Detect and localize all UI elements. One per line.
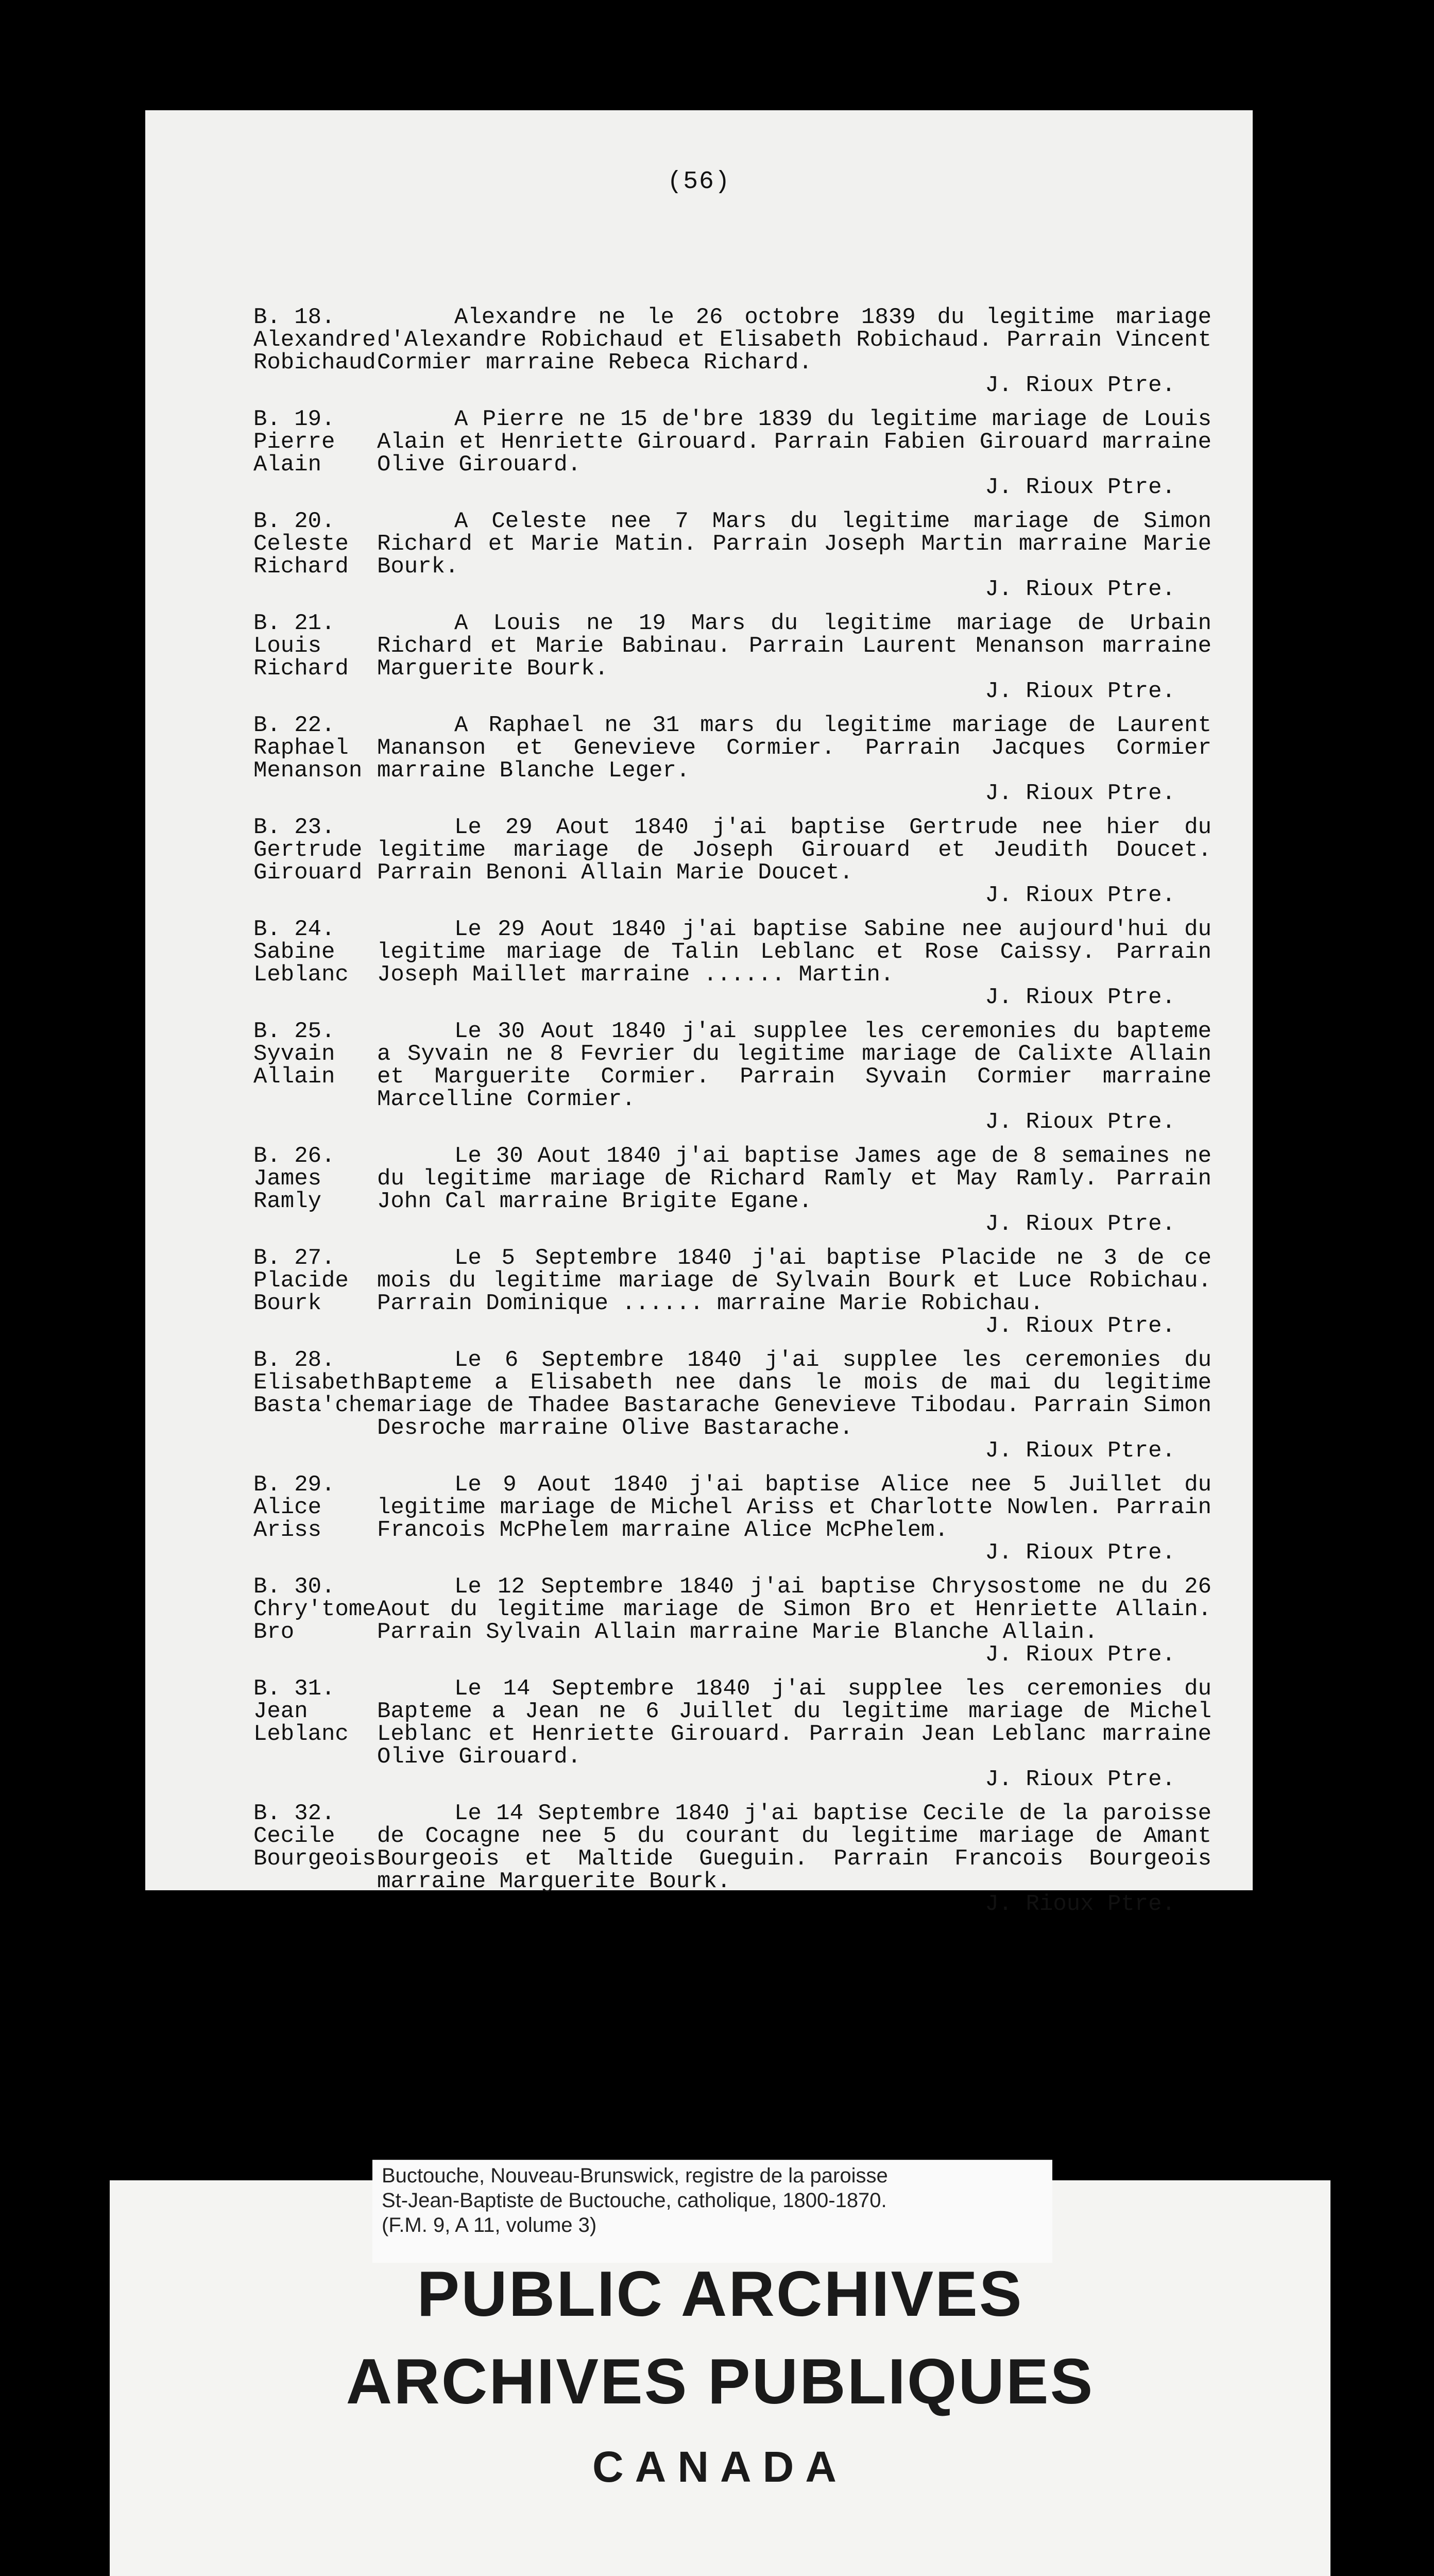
entry-body <box>377 1802 1211 1916</box>
entry-code: B. 19. <box>253 406 335 432</box>
entry-name-line: Louis <box>253 633 322 659</box>
entry-margin <box>253 1247 377 1337</box>
entry-body <box>377 1575 1211 1666</box>
entry-code: B. 22. <box>253 713 335 738</box>
priest-signature: J. Rioux Ptre. <box>985 1438 1175 1464</box>
entry-body <box>377 1677 1211 1791</box>
entry-body <box>377 816 1211 907</box>
archive-title-english: PUBLIC ARCHIVES <box>417 2259 1023 2330</box>
entry-text: Le 5 Septembre 1840 j'ai baptise Placide ne 3 de ce mois du legitime mariage de Sylvain Bourk et Luce Robichau. Parrain Dominique ...... marraine Marie Robichau. <box>377 1245 1211 1316</box>
archive-title-french: ARCHIVES PUBLIQUES <box>346 2346 1095 2417</box>
baptism-entry <box>253 1802 1211 1916</box>
entry-text: Le 29 Aout 1840 j'ai baptise Sabine nee aujourd'hui du legitime mariage de Talin Leblanc et Rose Caissy. Parrain Joseph Maillet marraine ...... Martin. <box>377 917 1211 988</box>
entry-text: Le 9 Aout 1840 j'ai baptise Alice nee 5 Juillet du legitime mariage de Michel Ariss et Charlotte Nowlen. Parrain Francois McPhelem marraine Alice McPhelem. <box>377 1472 1211 1543</box>
priest-signature: J. Rioux Ptre. <box>985 985 1175 1010</box>
entry-code: B. 21. <box>253 611 335 636</box>
entry-name-line: Elisabeth <box>253 1370 376 1396</box>
entry-margin <box>253 816 377 907</box>
entry-name-line: Alain <box>253 452 322 478</box>
entry-name-line: Robichaud <box>253 350 376 376</box>
entry-name-line: Celeste <box>253 531 349 557</box>
entry-name-line: James <box>253 1166 322 1192</box>
entry-name-line: Cecile <box>253 1823 335 1849</box>
entry-code: B. 25. <box>253 1019 335 1044</box>
entry-text: A Louis ne 19 Mars du legitime mariage de Urbain Richard et Marie Babinau. Parrain Laurent Menanson marraine Marguerite Bourk. <box>377 611 1211 682</box>
entry-body <box>377 1349 1211 1462</box>
priest-signature: J. Rioux Ptre. <box>985 1767 1175 1792</box>
entry-code: B. 27. <box>253 1245 335 1271</box>
entry-code: B. 29. <box>253 1472 335 1498</box>
label-line: (F.M. 9, A 11, volume 3) <box>382 2214 597 2236</box>
register-page <box>145 110 1253 1917</box>
priest-signature: J. Rioux Ptre. <box>985 1211 1175 1237</box>
entry-name-line: Jean <box>253 1699 308 1724</box>
entry-body <box>377 918 1211 1009</box>
priest-signature: J. Rioux Ptre. <box>985 1109 1175 1135</box>
entry-margin <box>253 1575 377 1666</box>
entry-code: B. 30. <box>253 1574 335 1600</box>
priest-signature: J. Rioux Ptre. <box>985 883 1175 908</box>
entry-name-line: Gertrude <box>253 837 363 863</box>
priest-signature: J. Rioux Ptre. <box>985 1540 1175 1566</box>
entry-code: B. 24. <box>253 917 335 942</box>
entry-name-line: Allain <box>253 1064 335 1090</box>
entry-name-line: Syvain <box>253 1041 335 1067</box>
entry-name-line: Ramly <box>253 1189 322 1214</box>
entry-body <box>377 1473 1211 1564</box>
entry-body <box>377 510 1211 601</box>
entry-margin <box>253 714 377 805</box>
label-line: St-Jean-Baptiste de Buctouche, catholique, 1800-1870. <box>382 2189 887 2212</box>
entry-code: B. 26. <box>253 1143 335 1169</box>
entry-margin <box>253 612 377 703</box>
entry-body <box>377 1247 1211 1337</box>
entry-margin <box>253 918 377 1009</box>
entry-name-line: Bro <box>253 1619 295 1645</box>
priest-signature: J. Rioux Ptre. <box>985 679 1175 704</box>
entry-body <box>377 1020 1211 1133</box>
baptism-entry <box>253 1020 1211 1133</box>
entry-name-line: Ariss <box>253 1517 322 1543</box>
entry-text: A Raphael ne 31 mars du legitime mariage de Laurent Mananson et Genevieve Cormier. Parrain Jacques Cormier marraine Blanche Leger. <box>377 713 1211 784</box>
entry-text: Le 6 Septembre 1840 j'ai supplee les ceremonies du Bapteme a Elisabeth nee dans le mois de mai du legitime mariage de Thadee Bastarache Genevieve Tibodau. Parrain Simon Desroche marraine Olive Bastarache. <box>377 1347 1211 1441</box>
baptism-entry <box>253 1247 1211 1337</box>
priest-signature: J. Rioux Ptre. <box>985 1891 1175 1917</box>
entry-name-line: Richard <box>253 554 349 580</box>
priest-signature: J. Rioux Ptre. <box>985 474 1175 500</box>
entry-body <box>377 612 1211 703</box>
entry-margin <box>253 510 377 601</box>
entry-code: B. 23. <box>253 815 335 840</box>
baptism-entry <box>253 1473 1211 1564</box>
entry-name-line: Sabine <box>253 939 335 965</box>
entry-name-line: Pierre <box>253 429 335 455</box>
entry-margin <box>253 1349 377 1462</box>
entry-name-line: Girouard <box>253 860 363 886</box>
entry-code: B. 32. <box>253 1801 335 1826</box>
baptism-entry <box>253 510 1211 601</box>
entry-text: Le 30 Aout 1840 j'ai baptise James age de 8 semaines ne du legitime mariage de Richard Ramly et May Ramly. Parrain John Cal marraine Brigite Egane. <box>377 1143 1211 1214</box>
label-line: Buctouche, Nouveau-Brunswick, registre de la paroisse <box>382 2164 888 2187</box>
entry-text: Le 14 Septembre 1840 j'ai baptise Cecile de la paroisse de Cocagne nee 5 du courant du legitime mariage de Amant Bourgeois et Maltide Gueguin. Parrain Francois Bourgeois marraine Marguerite Bourk. <box>377 1801 1211 1894</box>
entry-name-line: Leblanc <box>253 1721 349 1747</box>
entry-name-line: Basta'che <box>253 1393 376 1418</box>
priest-signature: J. Rioux Ptre. <box>985 1642 1175 1668</box>
baptism-entry <box>253 1677 1211 1791</box>
priest-signature: J. Rioux Ptre. <box>985 372 1175 398</box>
entry-name-line: Alexandre <box>253 327 376 353</box>
priest-signature: J. Rioux Ptre. <box>985 577 1175 602</box>
entry-body <box>377 306 1211 397</box>
entry-margin <box>253 1802 377 1916</box>
priest-signature: J. Rioux Ptre. <box>985 781 1175 806</box>
priest-signature: J. Rioux Ptre. <box>985 1313 1175 1339</box>
page-number: (56) <box>667 168 731 196</box>
entry-name-line: Leblanc <box>253 962 349 988</box>
entry-margin <box>253 1020 377 1133</box>
baptism-entry <box>253 612 1211 703</box>
entry-name-line: Menanson <box>253 758 363 784</box>
entry-body <box>377 1145 1211 1235</box>
entry-text: A Pierre ne 15 de'bre 1839 du legitime mariage de Louis Alain et Henriette Girouard. Parrain Fabien Girouard marraine Olive Girouard. <box>377 406 1211 478</box>
entry-name-line: Raphael <box>253 735 349 761</box>
baptism-entry <box>253 306 1211 397</box>
entry-name-line: Richard <box>253 656 349 682</box>
entry-margin <box>253 1473 377 1564</box>
entry-code: B. 18. <box>253 304 335 330</box>
entry-code: B. 20. <box>253 509 335 534</box>
baptism-entry <box>253 918 1211 1009</box>
entry-margin <box>253 306 377 397</box>
entry-margin <box>253 1677 377 1791</box>
entry-name-line: Placide <box>253 1268 349 1294</box>
entry-text: Le 30 Aout 1840 j'ai supplee les ceremonies du bapteme a Syvain ne 8 Fevrier du legitime mariage de Calixte Allain et Marguerite Cormier. Parrain Syvain Cormier marraine Marcelline Cormier. <box>377 1019 1211 1112</box>
baptism-entry <box>253 1145 1211 1235</box>
entry-body <box>377 408 1211 499</box>
entry-name-line: Bourgeois <box>253 1846 376 1872</box>
entry-text: Le 29 Aout 1840 j'ai baptise Gertrude nee hier du legitime mariage de Joseph Girouard et Jeudith Doucet. Parrain Benoni Allain Marie Doucet. <box>377 815 1211 886</box>
baptism-entry <box>253 714 1211 805</box>
entry-name-line: Bourk <box>253 1291 322 1316</box>
entry-text: Alexandre ne le 26 octobre 1839 du legitime mariage d'Alexandre Robichaud et Elisabeth Robichaud. Parrain Vincent Cormier marraine Rebeca Richard. <box>377 304 1211 376</box>
baptism-entry <box>253 816 1211 907</box>
entry-body <box>377 714 1211 805</box>
baptism-entry <box>253 1349 1211 1462</box>
archive-card <box>110 2164 1330 2576</box>
entry-name-line: Alice <box>253 1495 322 1520</box>
entry-text: Le 12 Septembre 1840 j'ai baptise Chrysostome ne du 26 Aout du legitime mariage de Simon Bro et Henriette Allain. Parrain Sylvain Allain marraine Marie Blanche Allain. <box>377 1574 1211 1645</box>
archive-label-slip <box>372 2160 1052 2263</box>
entry-name-line: Chry'tome <box>253 1597 376 1622</box>
entry-margin <box>253 1145 377 1235</box>
baptism-entry <box>253 408 1211 499</box>
entry-code: B. 31. <box>253 1676 335 1702</box>
entry-text: A Celeste nee 7 Mars du legitime mariage de Simon Richard et Marie Matin. Parrain Joseph Martin marraine Marie Bourk. <box>377 509 1211 580</box>
archive-country: CANADA <box>592 2443 848 2491</box>
entry-code: B. 28. <box>253 1347 335 1373</box>
baptism-entries <box>253 306 1211 1927</box>
entry-margin <box>253 408 377 499</box>
entry-text: Le 14 Septembre 1840 j'ai supplee les ceremonies du Bapteme a Jean ne 6 Juillet du legitime mariage de Michel Leblanc et Henriette Girouard. Parrain Jean Leblanc marraine Olive Girouard. <box>377 1676 1211 1770</box>
baptism-entry <box>253 1575 1211 1666</box>
